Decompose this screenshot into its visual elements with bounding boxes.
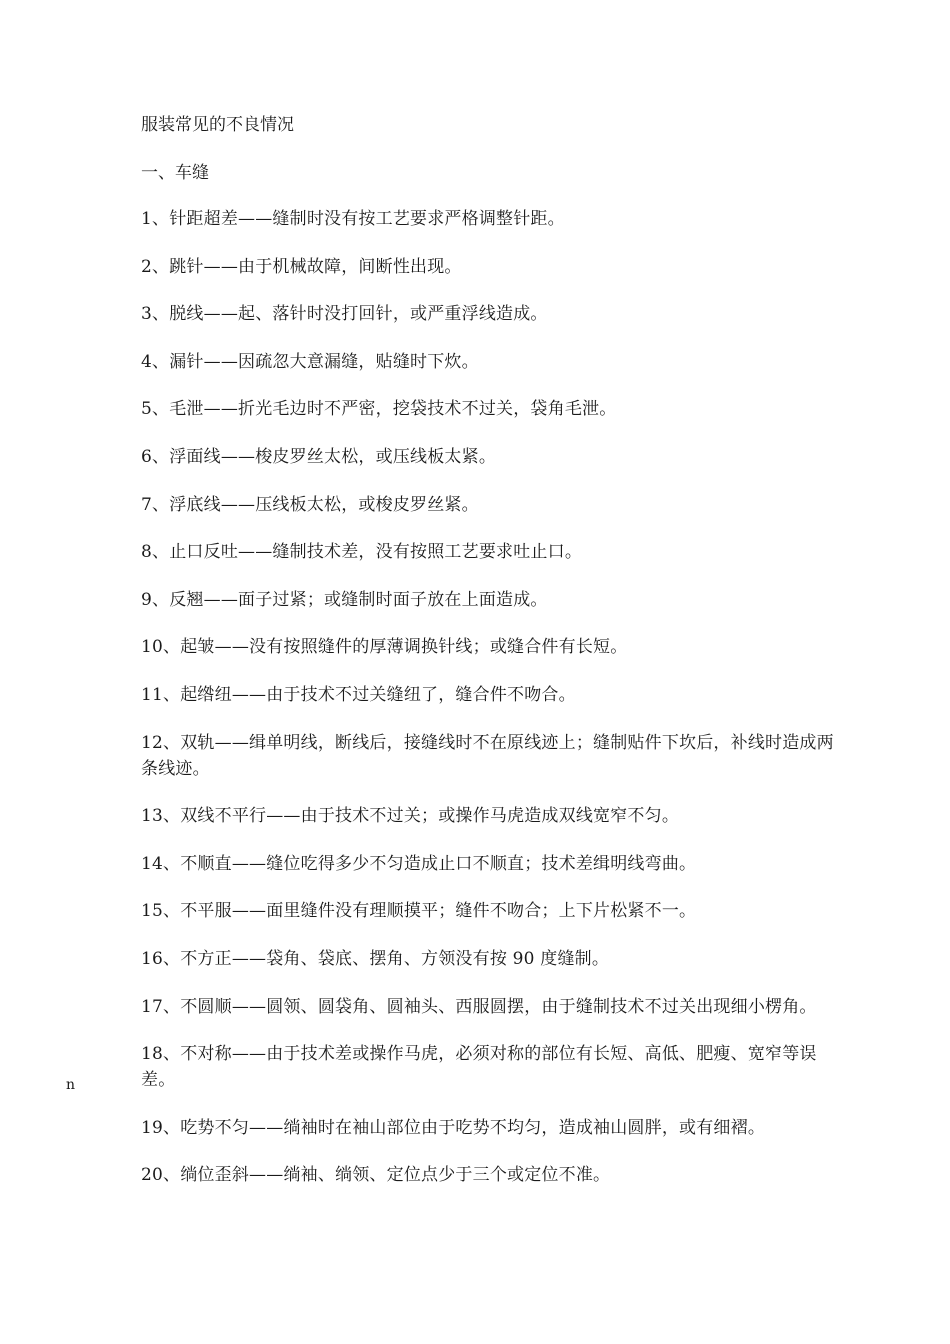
list-item: 8、止口反吐——缝制技术差，没有按照工艺要求吐止口。 [141,542,583,563]
list-item: 1、针距超差——缝制时没有按工艺要求严格调整针距。 [141,209,565,229]
list-item: 11、起绺纽——由于技术不过关缝纽了，缝合件不吻合。 [141,684,576,705]
list-item: 9、反翘——面子过紧；或缝制时面子放在上面造成。 [141,589,548,610]
list-item: 18、不对称——由于技术差或操作马虎，必须对称的部位有长短、高低、肥瘦、宽窄等误差。 [141,1044,817,1091]
list-item: 14、不顺直——缝位吃得多少不匀造成止口不顺直；技术差缉明线弯曲。 [141,853,697,874]
list-item: 20、绱位歪斜——绱袖、绱领、定位点少于三个或定位不准。 [141,1165,611,1186]
list-item: 19、吃势不匀——绱袖时在袖山部位由于吃势不均匀，造成袖山圆胖，或有细褶。 [141,1117,766,1138]
list-item: 5、毛泄——折光毛边时不严密，挖袋技术不过关，袋角毛泄。 [141,399,617,420]
section-heading: 一、车缝 [141,163,209,183]
list-item: 17、不圆顺——圆领、圆袋角、圆袖头、西服圆摆，由于缝制技术不过关出现细小楞角。 [141,996,817,1017]
list-item: 4、漏针——因疏忽大意漏缝，贴缝时下炊。 [141,351,479,372]
list-item: 10、起皱——没有按照缝件的厚薄调换针线；或缝合件有长短。 [141,637,628,658]
document-page [141,112,841,1210]
defect-list [141,206,841,1188]
list-item: 3、脱线——起、落针时没打回针，或严重浮线造成。 [141,304,548,325]
list-item: 6、浮面线——梭皮罗丝太松，或压线板太紧。 [141,446,497,467]
list-item: 13、双线不平行——由于技术不过关；或操作马虎造成双线宽窄不匀。 [141,806,680,827]
list-item: 16、不方正——袋角、袋底、摆角、方领没有按 90 度缝制。 [141,948,610,969]
list-item: 2、跳针——由于机械故障，间断性出现。 [141,256,462,277]
list-item: 15、不平服——面里缝件没有理顺摸平；缝件不吻合；上下片松紧不一。 [141,901,697,922]
list-item: 7、浮底线——压线板太松，或梭皮罗丝紧。 [141,494,479,515]
list-item: 12、双轨——缉单明线，断线后，接缝线时不在原线迹上；缝制贴件下坎后，补线时造成两条线迹。 [141,732,834,779]
document-title: 服装常见的不良情况 [141,115,294,135]
stray-mark: n [66,1077,76,1093]
